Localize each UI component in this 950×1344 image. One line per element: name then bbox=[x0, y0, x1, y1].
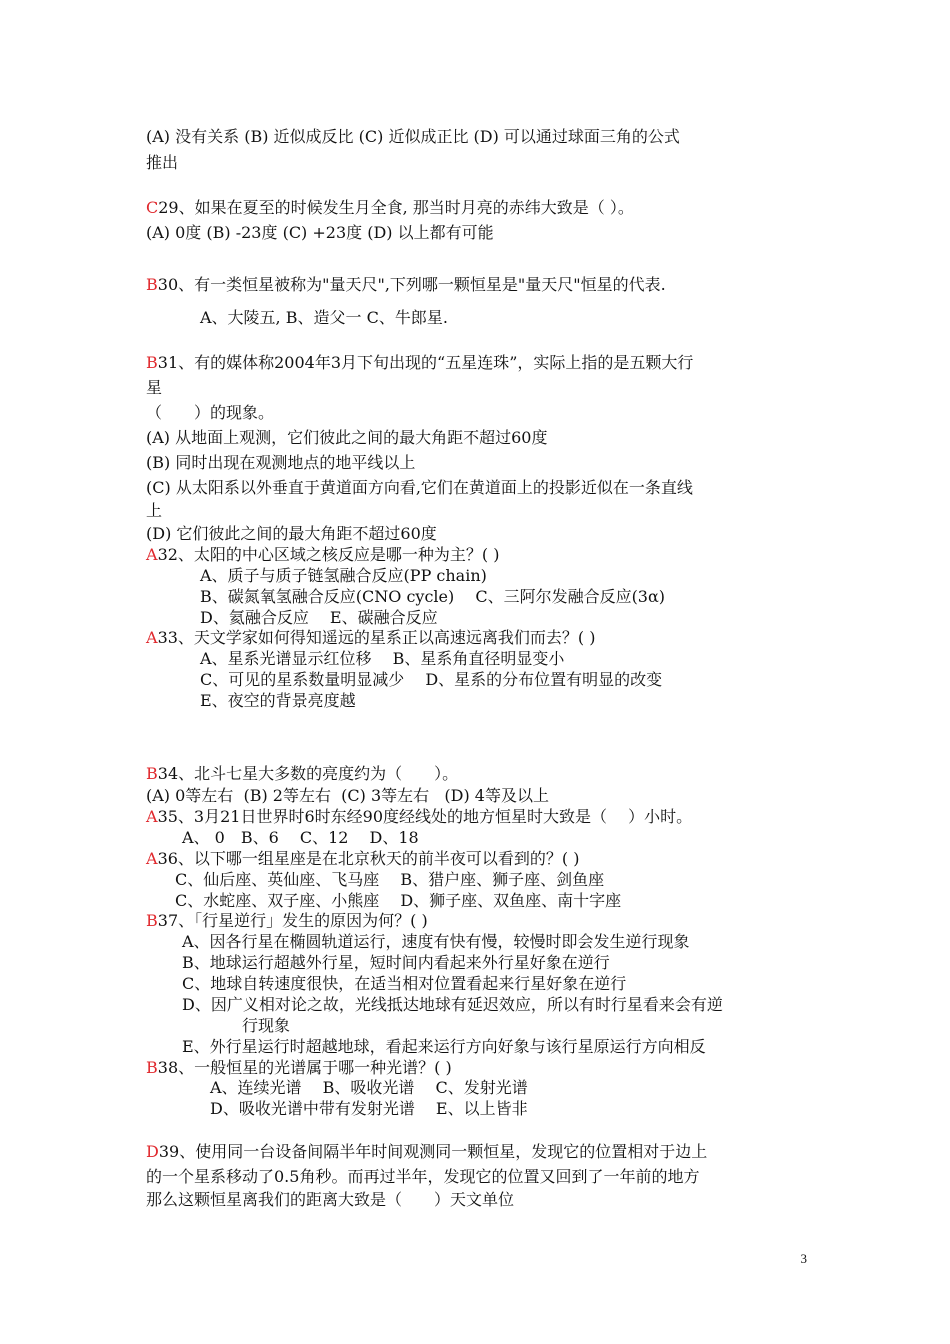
q38-answer: B bbox=[146, 1058, 158, 1077]
q37-option-b: B、地球运行超越外行星，短时间内看起来外行星好象在逆行 bbox=[182, 953, 610, 972]
q37-option-c: C、地球自转速度很快，在适当相对位置看起来行星好象在逆行 bbox=[182, 974, 627, 993]
q29-answer: C bbox=[146, 198, 159, 217]
q33-option-line2: C、可见的星系数量明显减少 D、星系的分布位置有明显的改变 bbox=[200, 670, 663, 689]
q28-options-line1: (A) 没有关系 (B) 近似成反比 (C) 近似成正比 (D) 可以通过球面三角的公式 bbox=[146, 127, 680, 146]
q32-option-line2: B、碳氮氧氢融合反应(CNO cycle) C、三阿尔发融合反应(3α) bbox=[200, 587, 666, 606]
q39-stem-line2: 的一个星系移动了0.5角秒。而再过半年，发现它的位置又回到了一年前的地方 bbox=[146, 1167, 700, 1186]
q31-option-c2: 上 bbox=[146, 501, 163, 520]
q30-options: A、大陵五, B、造父一 C、牛郎星. bbox=[200, 308, 448, 327]
q37-stem: B37、「行星逆行」发生的原因为何？( ) bbox=[146, 911, 428, 930]
q34-stem: B34、北斗七星大多数的亮度约为（ ）。 bbox=[146, 764, 459, 783]
q37-option-a: A、因各行星在椭圆轨道运行，速度有快有慢，较慢时即会发生逆行现象 bbox=[182, 932, 690, 951]
q37-option-d2: 行现象 bbox=[242, 1016, 291, 1035]
q35-stem: A35、3月21日世界时6时东经90度经线处的地方恒星时大致是（ ）小时。 bbox=[146, 807, 693, 826]
q31-option-a: (A) 从地面上观测，它们彼此之间的最大角距不超过60度 bbox=[146, 428, 548, 447]
q31-stem-line1: B31、有的媒体称2004年3月下旬出现的“五星连珠”，实际上指的是五颗大行 bbox=[146, 353, 694, 372]
q36-stem: A36、以下哪一组星座是在北京秋天的前半夜可以看到的？( ) bbox=[146, 849, 580, 868]
q35-options: A、 0 B、6 C、12 D、18 bbox=[182, 828, 419, 847]
q33-answer: A bbox=[146, 628, 158, 647]
q30-answer: B bbox=[146, 275, 158, 294]
q37-answer: B bbox=[146, 911, 158, 930]
q36-option-line1: C、仙后座、英仙座、飞马座 B、猎户座、狮子座、剑鱼座 bbox=[175, 870, 605, 889]
q39-answer: D bbox=[146, 1142, 159, 1161]
q37-option-e: E、外行星运行时超越地球，看起来运行方向好象与该行星原运行方向相反 bbox=[182, 1037, 706, 1056]
q33-stem: A33、天文学家如何得知遥远的星系正以高速远离我们而去？( ) bbox=[146, 628, 596, 647]
q29-options: (A) 0度 (B) -23度 (C) +23度 (D) 以上都有可能 bbox=[146, 223, 494, 242]
q32-answer: A bbox=[146, 545, 158, 564]
q31-stem-line2: 星 bbox=[146, 378, 163, 397]
page-number: 3 bbox=[800, 1251, 807, 1266]
q33-option-line1: A、星系光谱显示红位移 B、星系角直径明显变小 bbox=[200, 649, 565, 668]
q31-option-c1: (C) 从太阳系以外垂直于黄道面方向看,它们在黄道面上的投影近似在一条直线 bbox=[146, 478, 693, 497]
q39-stem-line3: 那么这颗恒星离我们的距离大致是（ ）天文单位 bbox=[146, 1190, 515, 1209]
q34-answer: B bbox=[146, 764, 158, 783]
q29-stem: C29、如果在夏至的时候发生月全食, 那当时月亮的赤纬大致是（ ）。 bbox=[146, 198, 634, 217]
q33-option-line3: E、夜空的背景亮度越 bbox=[200, 691, 356, 710]
q30-stem: B30、有一类恒星被称为"量天尺",下列哪一颗恒星是"量天尺"恒星的代表. bbox=[146, 275, 666, 294]
q35-answer: A bbox=[146, 807, 158, 826]
q34-options: (A) 0等左右 (B) 2等左右 (C) 3等左右 (D) 4等及以上 bbox=[146, 786, 549, 805]
q32-option-line1: A、质子与质子链氢融合反应(PP chain) bbox=[200, 566, 487, 585]
q31-answer: B bbox=[146, 353, 158, 372]
q39-stem-line1: D39、使用同一台设备间隔半年时间观测同一颗恒星，发现它的位置相对于边上 bbox=[146, 1142, 708, 1161]
q38-option-line1: A、连续光谱 B、吸收光谱 C、发射光谱 bbox=[210, 1078, 528, 1097]
q36-answer: A bbox=[146, 849, 158, 868]
q31-option-d: (D) 它们彼此之间的最大角距不超过60度 bbox=[146, 524, 437, 543]
q36-option-line2: C、水蛇座、双子座、小熊座 D、狮子座、双鱼座、南十字座 bbox=[175, 891, 622, 910]
q31-stem-line3: （ ）的现象。 bbox=[146, 403, 275, 422]
q38-option-line2: D、吸收光谱中带有发射光谱 E、以上皆非 bbox=[210, 1099, 528, 1118]
q32-stem: A32、太阳的中心区域之核反应是哪一种为主？( ) bbox=[146, 545, 500, 564]
q31-option-b: (B) 同时出现在观测地点的地平线以上 bbox=[146, 453, 416, 472]
q28-options-line2: 推出 bbox=[146, 153, 179, 172]
q37-option-d1: D、因广义相对论之故，光线抵达地球有延迟效应，所以有时行星看来会有逆 bbox=[182, 995, 723, 1014]
q32-option-line3: D、氦融合反应 E、碳融合反应 bbox=[200, 608, 438, 627]
q38-stem: B38、一般恒星的光谱属于哪一种光谱？( ) bbox=[146, 1058, 452, 1077]
